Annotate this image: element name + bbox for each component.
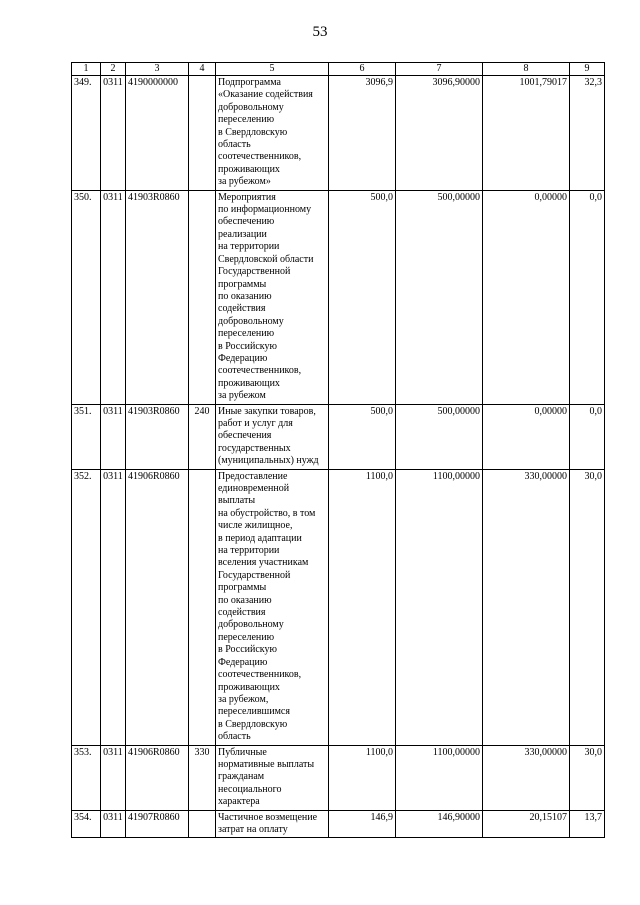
target-code-cell: 41903R0860: [126, 190, 189, 404]
plan-amount-cell: 3096,9: [329, 76, 396, 191]
item-name-cell: Предоставление единовременной выплаты на обустройство, в том числе жилищное, в период адаптации на территории вселения участникам Государственной программы по оказанию содействия добровольному переселению в Российскую Федерацию соотечественников, проживающих за рубежом, переселившимся в Свердловскую область: [216, 469, 329, 745]
item-name-cell: Подпрограмма «Оказание содействия добровольному переселению в Свердловскую область соотечественников, проживающих за рубежом»: [216, 76, 329, 191]
row-number-cell: 353.: [72, 745, 101, 810]
executed-amount-cell: 1001,79017: [483, 76, 570, 191]
row-number-cell: 351.: [72, 404, 101, 469]
column-header: 7: [396, 63, 483, 76]
column-header: 4: [189, 63, 216, 76]
executed-amount-cell: 20,15107: [483, 810, 570, 838]
target-code-cell: 41906R0860: [126, 469, 189, 745]
expense-type-cell: [189, 469, 216, 745]
approved-amount-cell: 500,00000: [396, 404, 483, 469]
table-row: [72, 745, 605, 810]
row-number-cell: 350.: [72, 190, 101, 404]
target-code-cell: 4190000000: [126, 76, 189, 191]
expense-type-cell: 240: [189, 404, 216, 469]
executed-amount-cell: 0,00000: [483, 190, 570, 404]
plan-amount-cell: 1100,0: [329, 745, 396, 810]
table-row: [72, 404, 605, 469]
column-header: 6: [329, 63, 396, 76]
approved-amount-cell: 500,00000: [396, 190, 483, 404]
item-name-cell: Мероприятия по информационному обеспечению реализации на территории Свердловской области Государственной программы по оказанию содействия добровольному переселению в Российскую Федерацию соотечественников, проживающих за рубежом: [216, 190, 329, 404]
expense-type-cell: 330: [189, 745, 216, 810]
table-row: [72, 810, 605, 838]
section-code-cell: 0311: [101, 404, 126, 469]
target-code-cell: 41906R0860: [126, 745, 189, 810]
executed-amount-cell: 330,00000: [483, 745, 570, 810]
table-row: [72, 76, 605, 191]
plan-amount-cell: 146,9: [329, 810, 396, 838]
target-code-cell: 41907R0860: [126, 810, 189, 838]
executed-amount-cell: 0,00000: [483, 404, 570, 469]
row-number-cell: 352.: [72, 469, 101, 745]
column-header: 9: [570, 63, 605, 76]
expense-type-cell: [189, 190, 216, 404]
row-number-cell: 354.: [72, 810, 101, 838]
column-header: 8: [483, 63, 570, 76]
row-number-cell: 349.: [72, 76, 101, 191]
percent-cell: 0,0: [570, 190, 605, 404]
header-row: [72, 63, 605, 76]
approved-amount-cell: 1100,00000: [396, 745, 483, 810]
approved-amount-cell: 146,90000: [396, 810, 483, 838]
section-code-cell: 0311: [101, 469, 126, 745]
percent-cell: 13,7: [570, 810, 605, 838]
approved-amount-cell: 1100,00000: [396, 469, 483, 745]
approved-amount-cell: 3096,90000: [396, 76, 483, 191]
item-name-cell: Частичное возмещение затрат на оплату: [216, 810, 329, 838]
column-header: 1: [72, 63, 101, 76]
column-header: 3: [126, 63, 189, 76]
expense-type-cell: [189, 76, 216, 191]
plan-amount-cell: 1100,0: [329, 469, 396, 745]
expense-type-cell: [189, 810, 216, 838]
percent-cell: 30,0: [570, 469, 605, 745]
percent-cell: 32,3: [570, 76, 605, 191]
percent-cell: 30,0: [570, 745, 605, 810]
plan-amount-cell: 500,0: [329, 404, 396, 469]
table-row: [72, 190, 605, 404]
column-header: 2: [101, 63, 126, 76]
budget-table: [71, 62, 605, 838]
column-header: 5: [216, 63, 329, 76]
section-code-cell: 0311: [101, 76, 126, 191]
percent-cell: 0,0: [570, 404, 605, 469]
item-name-cell: Публичные нормативные выплаты гражданам несоциального характера: [216, 745, 329, 810]
item-name-cell: Иные закупки товаров, работ и услуг для обеспечения государственных (муниципальных) нужд: [216, 404, 329, 469]
section-code-cell: 0311: [101, 810, 126, 838]
table-row: [72, 469, 605, 745]
section-code-cell: 0311: [101, 190, 126, 404]
target-code-cell: 41903R0860: [126, 404, 189, 469]
plan-amount-cell: 500,0: [329, 190, 396, 404]
page-number: 53: [312, 24, 328, 40]
section-code-cell: 0311: [101, 745, 126, 810]
executed-amount-cell: 330,00000: [483, 469, 570, 745]
